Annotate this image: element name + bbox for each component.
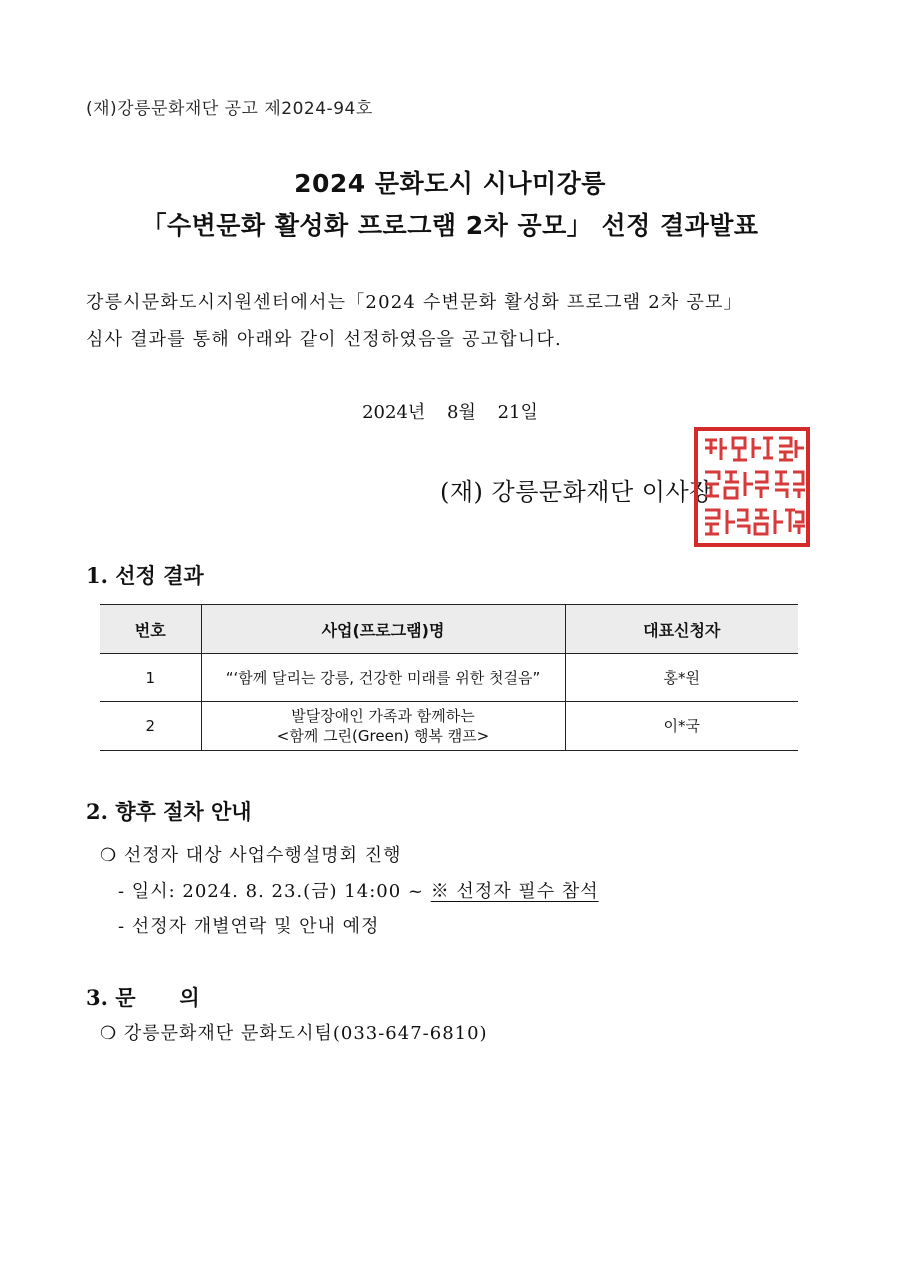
selection-results-table — [100, 604, 798, 751]
inquiry-contact: ❍ 강릉문화재단 문화도시팀(033-647-6810) — [100, 1023, 488, 1044]
document-title-line1: 2024 문화도시 시나미강릉 — [294, 169, 606, 198]
section3-title: 3. 문 의 — [86, 985, 200, 1010]
announcement-date — [0, 398, 900, 424]
official-seal-stamp — [693, 426, 811, 548]
program-name-line1: 발달장애인 가족과 함께하는 — [291, 707, 475, 725]
section1-title: 1. 선정 결과 — [86, 563, 204, 588]
table-header-row — [100, 605, 798, 654]
date-year: 2024년 — [362, 402, 426, 423]
date-month: 8월 — [447, 402, 476, 423]
column-header-number: 번호 — [100, 605, 201, 654]
document-title-line2: 「수변문화 활성화 프로그램 2차 공모」 선정 결과발표 — [141, 211, 759, 240]
mandatory-attendance-note: ※ 선정자 필수 참석 — [430, 881, 599, 902]
organization-signature: (재) 강릉문화재단 이사장 — [440, 478, 713, 506]
briefing-bullet: ❍ 선정자 대상 사업수행설명회 진행 — [100, 845, 402, 866]
table-row — [100, 702, 798, 751]
row-number: 1 — [100, 654, 201, 702]
table-row — [100, 654, 798, 702]
program-name-line2: <함께 그린(Green) 행복 캠프> — [276, 727, 490, 745]
intro-line2: 심사 결과를 통해 아래와 같이 선정하였음을 공고합니다. — [86, 329, 562, 350]
row-program-name — [201, 702, 565, 751]
column-header-program: 사업(프로그램)명 — [201, 605, 565, 654]
notice-number: (재)강릉문화재단 공고 제2024-94호 — [86, 99, 373, 119]
section2-title: 2. 향후 절차 안내 — [86, 799, 252, 824]
schedule-line — [118, 877, 599, 903]
intro-line1: 강릉시문화도시지원센터에서는「2024 수변문화 활성화 프로그램 2차 공모」 — [86, 292, 743, 313]
contact-notice-line: - 선정자 개별연락 및 안내 예정 — [118, 916, 380, 937]
date-day: 21일 — [497, 402, 538, 423]
column-header-applicant: 대표신청자 — [565, 605, 798, 654]
row-number: 2 — [100, 702, 201, 751]
row-applicant: 이*국 — [565, 702, 798, 751]
row-applicant: 홍*원 — [565, 654, 798, 702]
row-program-name — [201, 654, 565, 702]
program-name-line1: “‘함께 달리는 강릉, 건강한 미래를 위한 첫걸음” — [225, 669, 541, 687]
schedule-datetime: - 일시: 2024. 8. 23.(금) 14:00 ~ — [118, 881, 431, 902]
